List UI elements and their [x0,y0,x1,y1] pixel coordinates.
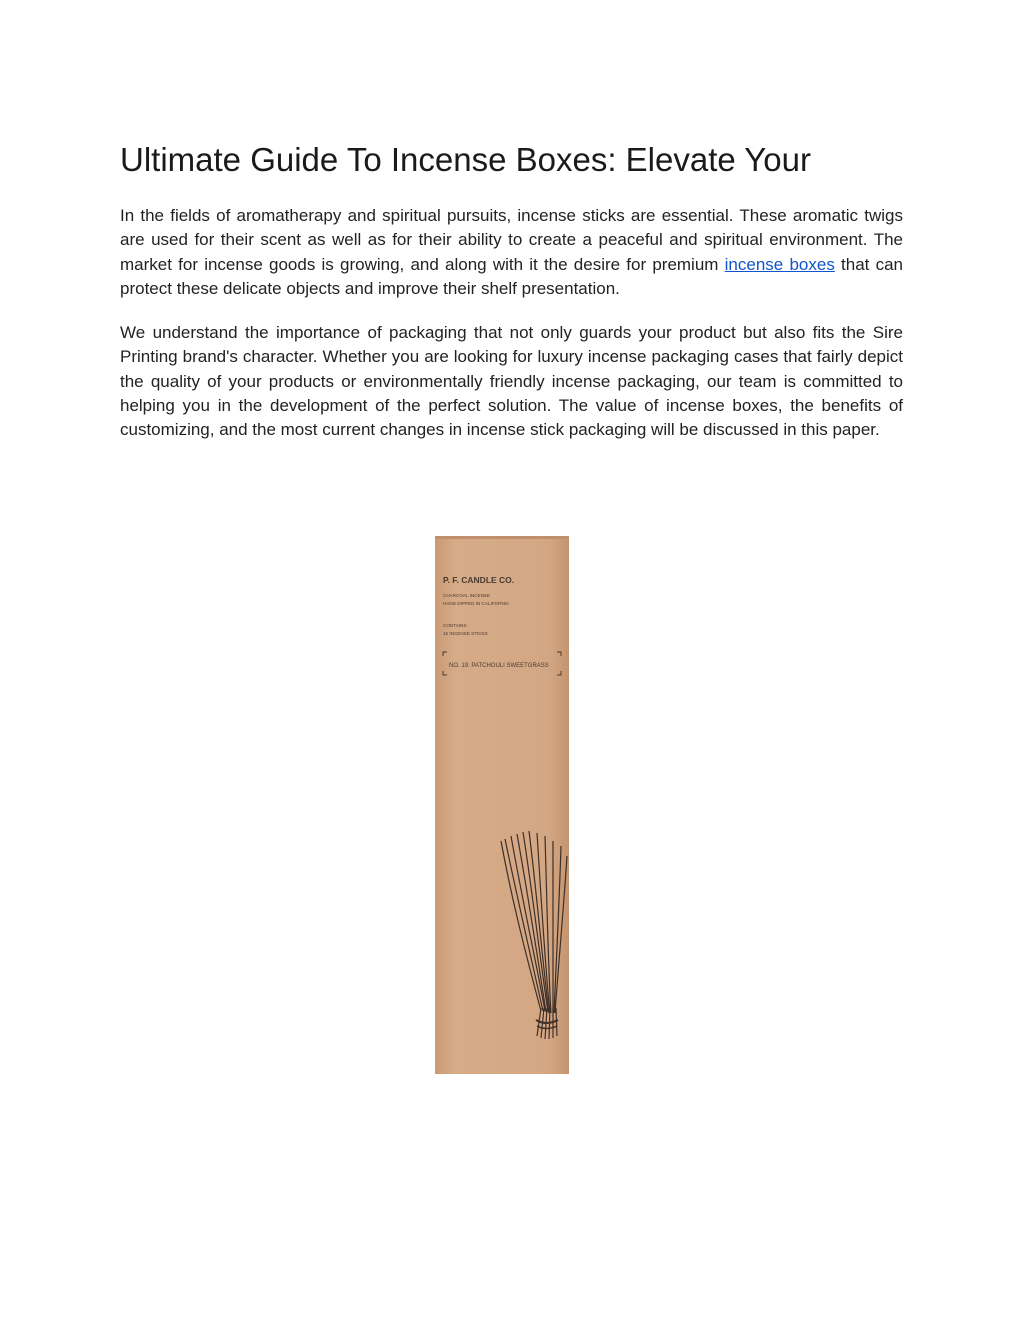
box-subtitle-line-2: HAND DIPPED IN CALIFORNIA [443,601,510,606]
intro-paragraph [120,204,903,301]
box-brand-label: P. F. CANDLE CO. [443,575,515,585]
intro-text-after-link: that can protect these delicate objects and improve their shelf presentation. [120,254,903,298]
box-contents-label: CONTAINS: [443,623,468,628]
intro-text-before-link: In the fields of aromatherapy and spiritual pursuits, incense sticks are essential. These aromatic twigs are used for their scent as well as for their ability to create a peaceful and spiritual environment. The market for incense goods is growing, and along with it the desire for premium [120,206,903,274]
box-contents-count: 15 INCENSE STICKS [443,631,488,636]
box-scent-label: NO. 19: PATCHOULI SWEETGRASS [449,663,549,669]
incense-box [435,536,569,1074]
incense-box-image [433,536,575,1076]
page-title: Ultimate Guide To Incense Boxes: Elevate Your [120,141,811,178]
box-subtitle-line-1: CHARCOAL INCENSE [443,593,491,598]
incense-boxes-link[interactable]: incense boxes [724,254,835,274]
body-paragraph: We understand the importance of packaging that not only guards your product but also fits the Sire Printing brand's character. Whether you are looking for luxury incense packaging cases that fairly depict the quality of your products or environmentally friendly incense packaging, our team is committed to helping you in the development of the perfect solution. The value of incense boxes, the benefits of customizing, and the most current changes in incense stick packaging will be discussed in this paper. [120,323,903,440]
